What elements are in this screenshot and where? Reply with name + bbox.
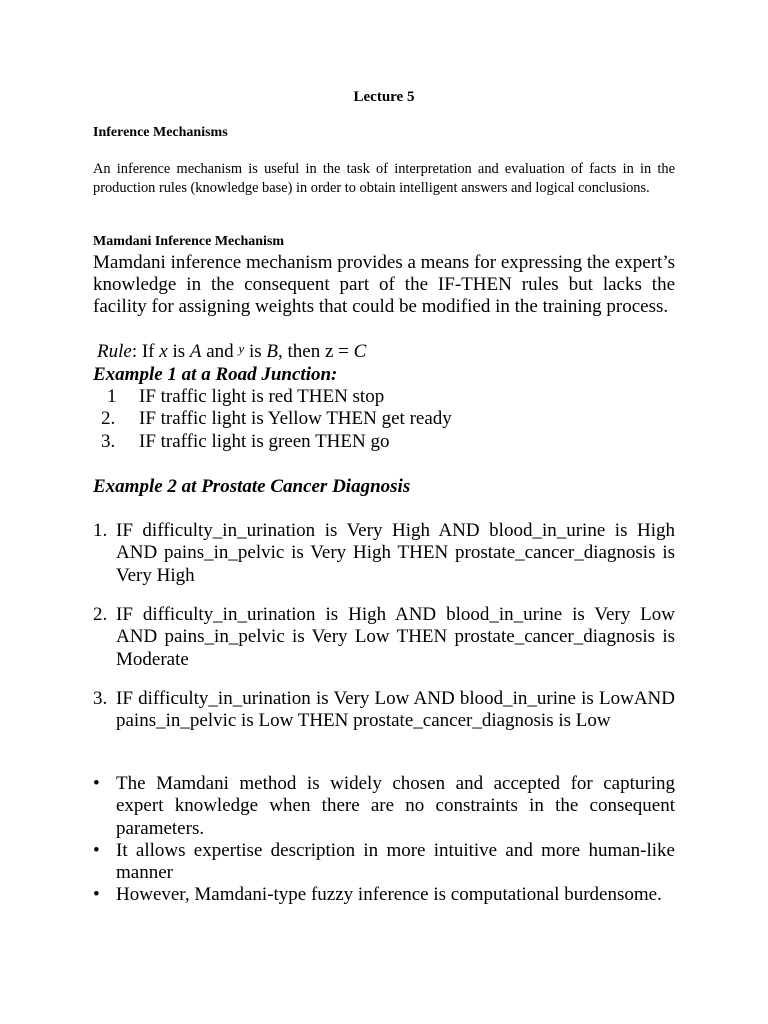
list-item-number: 2. bbox=[93, 604, 108, 625]
rule-line bbox=[97, 341, 366, 364]
rule-set-a: A bbox=[189, 341, 202, 362]
list-item-number: 2. bbox=[101, 408, 116, 430]
rule-colon: : If bbox=[131, 341, 160, 362]
list-item-text: IF traffic light is red THEN stop bbox=[139, 386, 385, 407]
list-item-text: IF traffic light is green THEN go bbox=[139, 430, 390, 452]
list-item-text: IF difficulty_in_urination is Very High AND blood_in_urine is High AND pains_in_pelvic is Very High THEN prostate_cancer_diagnosis is Very High bbox=[116, 520, 675, 586]
rule-set-c: C bbox=[353, 341, 367, 362]
inference-mechanisms-heading: Inference Mechanisms bbox=[93, 125, 228, 140]
rule-is-1: is bbox=[167, 341, 190, 362]
example1-list bbox=[93, 386, 675, 453]
rule-then: , then z = bbox=[278, 341, 354, 362]
list-item-text: IF difficulty_in_urination is Very Low AND blood_in_urine is LowAND pains_in_pelvic is Low THEN prostate_cancer_diagnosis is Low bbox=[116, 688, 675, 732]
list-item-number: 3. bbox=[101, 430, 116, 452]
list-item-text: IF difficulty_in_urination is High AND blood_in_urine is Very Low AND pains_in_pelvic is Very Low THEN prostate_cancer_diagnosis is Moderate bbox=[116, 604, 675, 670]
rule-is-2: is bbox=[244, 341, 267, 362]
inference-mechanisms-paragraph: An inference mechanism is useful in the task of interpretation and evaluation of facts in in the production rules (knowledge base) in order to obtain intelligent answers and logical conclusions. bbox=[93, 161, 675, 196]
example2-heading: Example 2 at Prostate Cancer Diagnosis bbox=[93, 476, 411, 497]
rule-var-x: x bbox=[159, 341, 168, 362]
lecture-title: Lecture 5 bbox=[353, 89, 415, 105]
rule-var-y: y bbox=[238, 341, 245, 356]
list-item-number: 3. bbox=[93, 688, 108, 709]
rule-set-b: B bbox=[266, 341, 279, 362]
bullet-list bbox=[93, 773, 675, 907]
bullet-text: The Mamdani method is widely chosen and accepted for capturing expert knowledge when there are no constraints in the consequent parameters. bbox=[116, 773, 675, 839]
mamdani-paragraph: Mamdani inference mechanism provides a means for expressing the expert’s knowledge in the consequent part of the IF-THEN rules but lacks the facility for assigning weights that could be modified in the training process. bbox=[93, 252, 675, 318]
list-item bbox=[93, 604, 675, 671]
list-item-number: 1. bbox=[93, 520, 108, 541]
bullet-item bbox=[93, 773, 675, 840]
bullet-icon: • bbox=[93, 773, 100, 794]
bullet-icon: • bbox=[93, 884, 100, 906]
list-item bbox=[93, 431, 675, 453]
example1-heading: Example 1 at a Road Junction: bbox=[93, 364, 338, 385]
list-item bbox=[93, 386, 675, 408]
list-item bbox=[93, 408, 675, 430]
list-item bbox=[93, 520, 675, 587]
list-item bbox=[93, 688, 675, 733]
mamdani-heading: Mamdani Inference Mechanism bbox=[93, 234, 285, 249]
bullet-item bbox=[93, 840, 675, 885]
bullet-item bbox=[93, 884, 675, 906]
bullet-icon: • bbox=[93, 839, 100, 861]
list-item-text: IF traffic light is Yellow THEN get ready bbox=[139, 408, 452, 430]
rule-label: Rule bbox=[97, 341, 132, 362]
bullet-text: It allows expertise description in more intuitive and more human-like manner bbox=[116, 839, 675, 884]
list-item-number: 1 bbox=[107, 386, 117, 407]
bullet-text: However, Mamdani-type fuzzy inference is computational burdensome. bbox=[116, 884, 662, 906]
rule-and: and bbox=[201, 341, 239, 362]
